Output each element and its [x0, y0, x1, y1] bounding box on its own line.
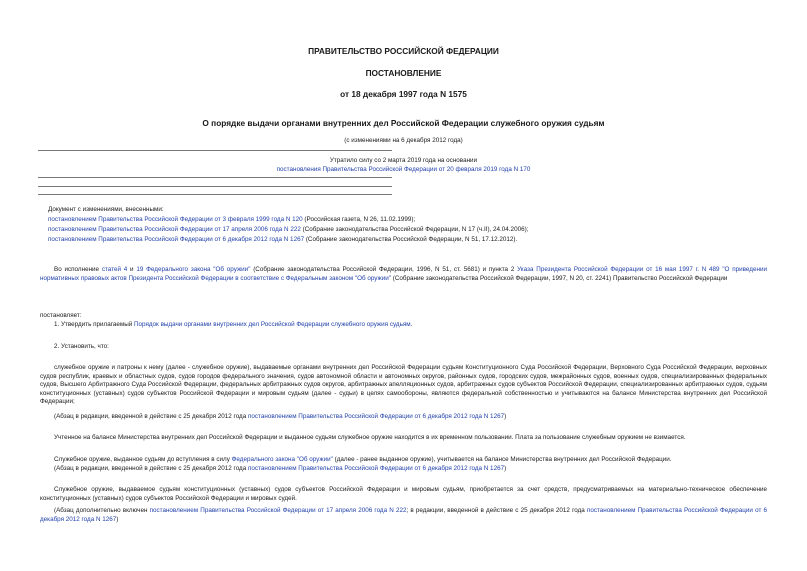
preamble-paragraph	[40, 266, 767, 283]
service-weapon-paragraph: служебное оружие и патроны к нему (далее - служебное оружие), выдаваемые органами внутренних дел Российской Федерации судьям Конституционного Суда Российской Федерации, Верховного Суда Российской Федерации, верховных судов республик, краевых и областных судов, судов городов федерального значения, судов автономной области и автономных округов, районных судов, городских судов, межрайонных судов, военных судов, специализированных федеральных судов, Высшего Арбитражного Суда Российской Федерации, федеральных арбитражных судов округов, арбитражных апелляционных судов, арбитражных судов субъектов Российской Федерации, специализированных арбитражных судов, судьям конституционных (уставных) судов субъектов Российской Федерации и мировым судьям (далее - судьи) в целях самообороны, являются федеральной собственностью и учитываются на балансе Министерства внутренних дел Российской Федерации;	[40, 364, 767, 406]
amendment-link[interactable]: постановлением Правительства Российской Федерации от 6 декабря 2012 года N 1267	[248, 413, 505, 420]
note-text: (Абзац дополнительно включен	[54, 507, 150, 514]
resolves-text: постановляет:	[40, 312, 82, 319]
amendment-item	[48, 216, 415, 225]
paragraph-text: (далее - ранее выданное оружие), учитывается на балансе Министерства внутренних дел Российской Федерации.	[332, 456, 672, 463]
preamble-text: Во исполнение	[54, 266, 102, 273]
document-type-heading: ПОСТАНОВЛЕНИЕ	[365, 68, 442, 78]
amendment-link[interactable]: постановлением Правительства Российской Федерации от 17 апреля 2006 года N 222	[48, 226, 301, 233]
preamble-text: (Собрание законодательства Российской Федерации, 1996, N 51, ст. 5681) и пункта 2	[250, 266, 518, 273]
item-1-text: .	[410, 321, 413, 328]
document-title: О порядке выдачи органами внутренних дел Российской Федерации служебного оружия судьям	[202, 118, 605, 128]
note-text: )	[116, 515, 119, 523]
procedure-link[interactable]: Порядок выдачи органами внутренних дел Российской Федерации служебного оружия судьям	[134, 321, 411, 328]
divider-line	[38, 194, 392, 195]
amendment-link[interactable]: постановлением Правительства Российской Федерации от 6 декабря 2012 года N 1267	[248, 465, 505, 472]
earlier-weapon-paragraph	[54, 456, 672, 465]
amendments-intro: Документ с изменениями, внесенными:	[48, 206, 164, 213]
amendment-note	[54, 413, 506, 422]
amendment-link[interactable]: постановлением Правительства Российской Федерации от 6 декабря 2012 года N 1267	[48, 236, 305, 243]
basis-link[interactable]: постановления Правительства Российской Федерации от 20 февраля 2019 года N 170	[276, 166, 531, 173]
amendment-link[interactable]: постановлением Правительства Российской Федерации от 17 апреля 2006 года N 222	[149, 507, 407, 514]
paragraph-text: Служебное оружие, выданное судьям до вступления в силу	[54, 456, 232, 463]
balance-paragraph: Учтенное на балансе Министерства внутренних дел Российской Федерации и выданное судьям служебное оружие находится в их временном пользовании. Плата за пользование служебным оружием не взимается.	[54, 434, 686, 441]
government-heading: ПРАВИТЕЛЬСТВО РОССИЙСКОЙ ФЕДЕРАЦИИ	[308, 46, 499, 56]
law-on-weapons-link[interactable]: 19 Федерального закона "Об оружии"	[136, 266, 251, 273]
amendment-source: (Собрание законодательства Российской Федерации, N 51, 17.12.2012).	[304, 236, 518, 243]
law-article-link[interactable]: статей 4	[101, 266, 128, 273]
lost-force-note: Утратило силу со 2 марта 2019 года на основании	[329, 157, 478, 164]
law-on-weapons-link[interactable]: Федерального закона "Об оружии"	[231, 456, 333, 463]
divider-line	[38, 177, 392, 178]
item-2: 2. Установить, что:	[54, 343, 109, 350]
amendment-note	[40, 507, 767, 524]
amendment-item	[48, 226, 528, 235]
note-text: )	[504, 413, 507, 420]
note-text: )	[504, 465, 507, 472]
item-1-text: 1. Утвердить прилагаемый	[54, 321, 135, 328]
amended-note: (с изменениями на 6 декабря 2012 года)	[344, 137, 463, 144]
note-text: (Абзац в редакции, введенной в действие с 25 декабря 2012 года	[54, 413, 248, 420]
divider-line	[38, 186, 392, 187]
item-1	[54, 321, 412, 330]
amendment-link[interactable]: постановлением Правительства Российской Федерации от 3 февраля 1999 года N 120	[48, 216, 303, 223]
preamble-text: и	[127, 266, 137, 273]
note-text: ; в редакции, введенной в действие с 25 декабря 2012 года	[406, 507, 587, 514]
presidential-decree-link[interactable]: Указа Президента Российской Федерации от 16 мая 1997 г. N 489 "О приведении нормативных правовых актов Президента Российской Федерации в соответствие с Федеральным законом "Об оружии"	[40, 266, 767, 282]
amendment-link[interactable]: постановлением Правительства Российской Федерации от 6 декабря 2012 года N 1267	[40, 507, 767, 523]
funding-paragraph: Служебное оружие, выдаваемое судьям конституционных (уставных) судов субъектов Российской Федерации и мировым судьям, приобретается за счет средств, предусматриваемых на материально-техническое обеспечение конституционных (уставных) судов субъектов Российской Федерации и мировых судей.	[40, 486, 767, 502]
divider-line	[38, 150, 392, 151]
amendment-item	[48, 236, 517, 245]
amendment-source: (Российская газета, N 26, 11.02.1999);	[302, 216, 416, 223]
note-text: (Абзац в редакции, введенной в действие с 25 декабря 2012 года	[54, 465, 248, 472]
amendment-source: (Собрание законодательства Российской Федерации, N 17 (ч.II), 24.04.2006);	[300, 226, 529, 233]
amendment-note	[54, 465, 506, 474]
date-number-heading: от 18 декабря 1997 года N 1575	[340, 89, 467, 99]
preamble-text: (Собрание законодательства Российской Федерации, 1997, N 20, ст. 2241) Правительство Российской Федерации	[391, 274, 728, 282]
